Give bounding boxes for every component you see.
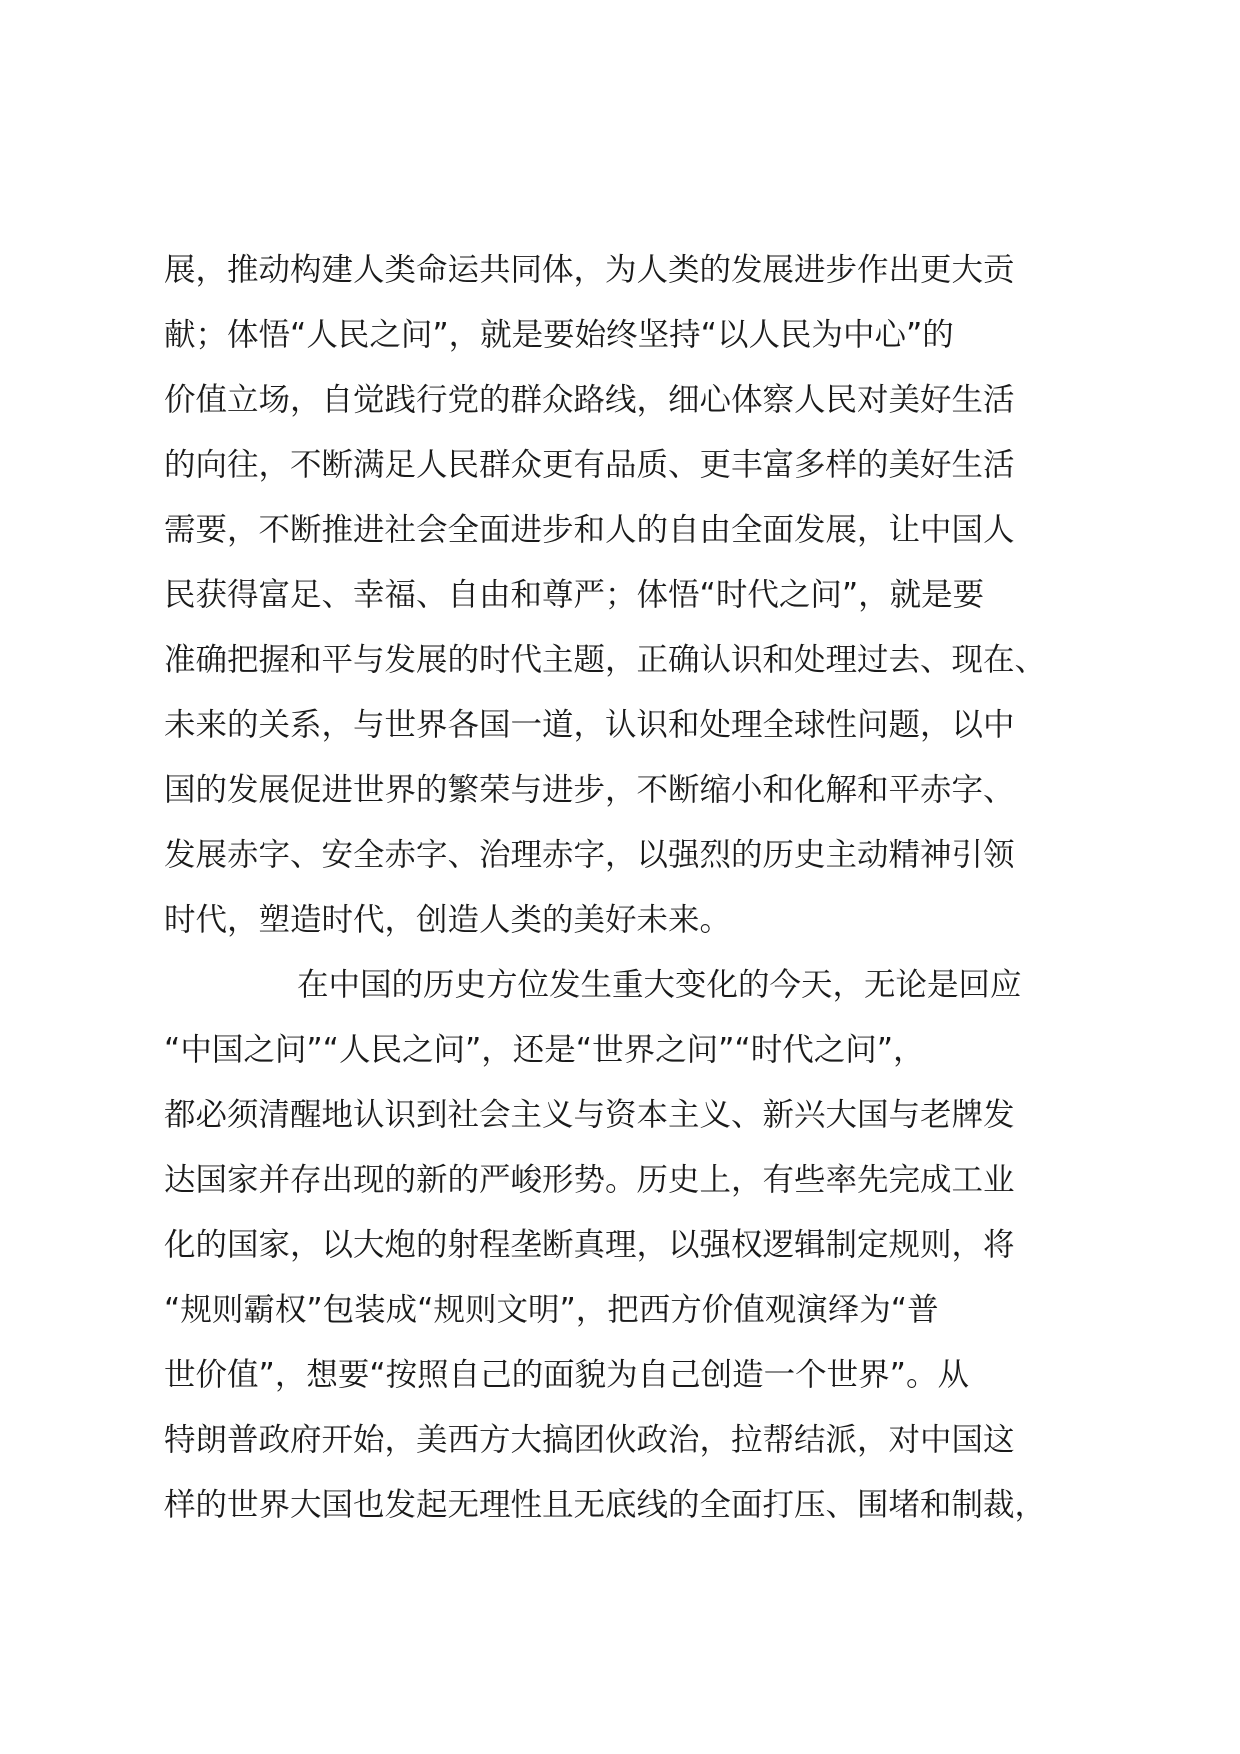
text-line: 达国家并存出现的新的严峻形势。历史上，有些率先完成工业 [164, 1162, 1015, 1198]
text-line: 价值立场，自觉践行党的群众路线，细心体察人民对美好生活 [164, 382, 1015, 418]
body-text [164, 238, 1124, 1538]
text-line: 献；体悟“人民之问”，就是要始终坚持“以人民为中心”的 [164, 317, 954, 353]
text-line: 时代，塑造时代，创造人类的美好未来。 [164, 902, 732, 938]
text-line: 需要，不断推进社会全面进步和人的自由全面发展，让中国人 [164, 512, 1015, 548]
text-line: 的向往，不断满足人民群众更有品质、更丰富多样的美好生活 [164, 447, 1015, 483]
text-line: 样的世界大国也发起无理性且无底线的全面打压、围堵和制裁， [164, 1487, 1047, 1523]
text-line: 化的国家，以大炮的射程垄断真理，以强权逻辑制定规则，将 [164, 1227, 1015, 1263]
text-line: 国的发展促进世界的繁荣与进步，不断缩小和化解和平赤字、 [164, 772, 1015, 808]
text-line: 世价值”，想要“按照自己的面貌为自己创造一个世界”。从 [164, 1357, 969, 1393]
text-line: “中国之问”“人民之问”，还是“世界之问”“时代之问”， [164, 1032, 925, 1068]
text-line: 准确把握和平与发展的时代主题，正确认识和处理过去、现在、 [164, 642, 1047, 678]
text-line: 都必须清醒地认识到社会主义与资本主义、新兴大国与老牌发 [164, 1097, 1015, 1133]
text-line: 发展赤字、安全赤字、治理赤字，以强烈的历史主动精神引领 [164, 837, 1015, 873]
paragraph-start-line: 在中国的历史方位发生重大变化的今天，无论是回应 [297, 967, 1022, 1003]
text-line: 民获得富足、幸福、自由和尊严；体悟“时代之问”，就是要 [164, 577, 985, 613]
text-line: 展，推动构建人类命运共同体，为人类的发展进步作出更大贡 [164, 252, 1015, 288]
text-line: 特朗普政府开始，美西方大搞团伙政治，拉帮结派，对中国这 [164, 1422, 1015, 1458]
text-line: 未来的关系，与世界各国一道，认识和处理全球性问题，以中 [164, 707, 1015, 743]
text-line: “规则霸权”包装成“规则文明”，把西方价值观演绎为“普 [164, 1292, 939, 1328]
